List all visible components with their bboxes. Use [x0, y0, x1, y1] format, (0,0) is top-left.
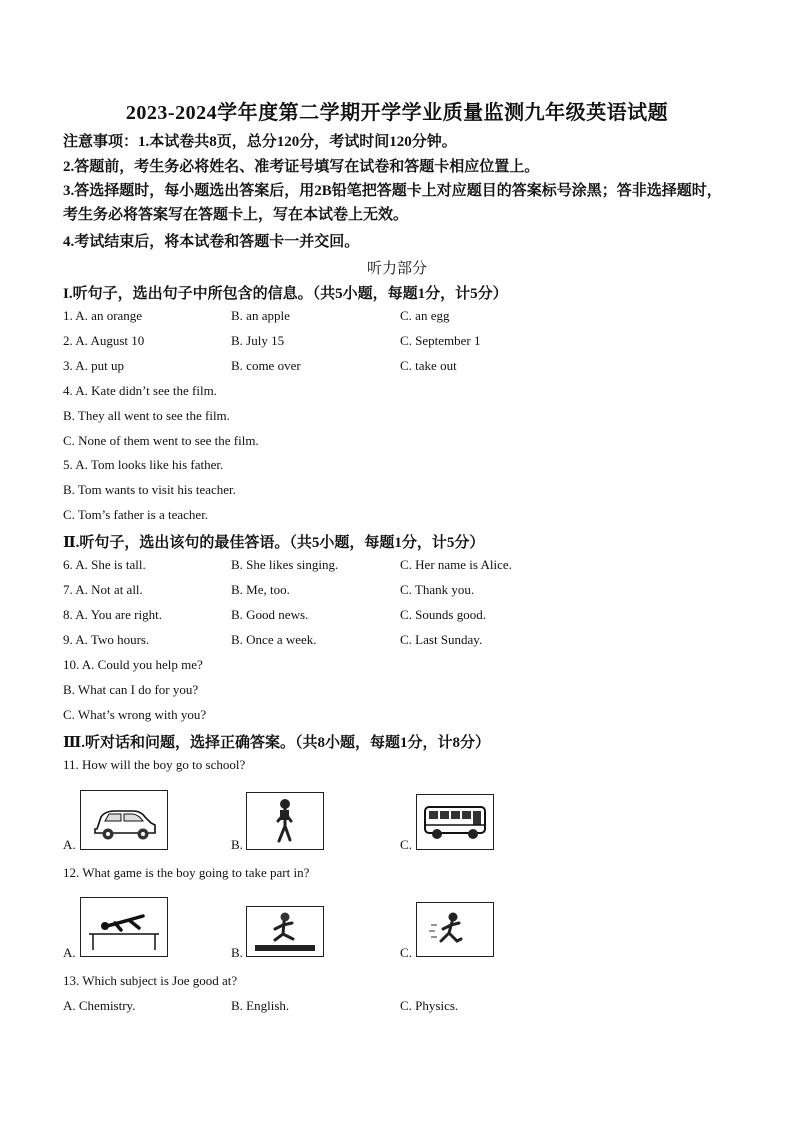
q3-option-c[interactable]: C. take out	[400, 358, 457, 373]
part-heading: 听力部分	[366, 261, 427, 277]
note-1: 注意事项：1.本试卷共8页，总分120分，考试时间120分钟。	[63, 134, 457, 150]
q10-option-a[interactable]: 10. A. Could you help me?	[63, 657, 203, 672]
question-13-text: 13. Which subject is Joe good at?	[63, 973, 238, 988]
walking-boy-icon[interactable]	[246, 792, 324, 850]
q12-label-a: A.	[63, 945, 76, 960]
note-2: 2.答题前，考生务必将姓名、准考证号填写在试卷和答题卡相应位置上。	[63, 159, 540, 175]
q5-option-c[interactable]: C. Tom’s father is a teacher.	[63, 507, 209, 522]
question-2	[63, 333, 743, 351]
question-3	[63, 358, 743, 376]
q4-option-a[interactable]: 4. A. Kate didn’t see the film.	[63, 383, 217, 398]
question-7	[63, 582, 743, 600]
running-icon[interactable]	[416, 902, 494, 957]
q12-label-c: C.	[400, 945, 412, 960]
question-11-text: 11. How will the boy go to school?	[63, 757, 246, 772]
q12-label-b: B.	[231, 945, 243, 960]
q9-option-a[interactable]: 9. A. Two hours.	[63, 632, 150, 647]
question-6	[63, 557, 743, 575]
q11-label-b: B.	[231, 837, 243, 852]
q8-option-a[interactable]: 8. A. You are right.	[63, 607, 162, 622]
section-1-heading: I.听句子，选出句子中所包含的信息。（共5小题，每题1分，计5分）	[63, 286, 508, 302]
q9-option-c[interactable]: C. Last Sunday.	[400, 632, 483, 647]
q11-label-c: C.	[400, 837, 412, 852]
q13-option-b[interactable]: B. English.	[231, 998, 290, 1013]
q1-option-c[interactable]: C. an egg	[400, 308, 450, 323]
q2-option-b[interactable]: B. July 15	[231, 333, 285, 348]
q11-label-a: A.	[63, 837, 76, 852]
q5-option-a[interactable]: 5. A. Tom looks like his father.	[63, 457, 224, 472]
car-icon[interactable]	[80, 790, 168, 850]
q3-option-b[interactable]: B. come over	[231, 358, 301, 373]
q7-option-b[interactable]: B. Me, too.	[231, 582, 290, 597]
q7-option-a[interactable]: 7. A. Not at all.	[63, 582, 143, 597]
q6-option-a[interactable]: 6. A. She is tall.	[63, 557, 146, 572]
section-3-heading: Ⅲ.听对话和问题，选择正确答案。（共8小题，每题1分，计8分）	[63, 735, 491, 751]
q2-option-a[interactable]: 2. A. August 10	[63, 333, 145, 348]
high-jump-icon[interactable]	[80, 897, 168, 957]
q8-option-b[interactable]: B. Good news.	[231, 607, 309, 622]
q3-option-a[interactable]: 3. A. put up	[63, 358, 125, 373]
question-1	[63, 308, 743, 326]
note-4: 4.考试结束后，将本试卷和答题卡一并交回。	[63, 234, 360, 250]
q13-option-a[interactable]: A. Chemistry.	[63, 998, 136, 1013]
long-jump-icon[interactable]	[246, 906, 324, 957]
q8-option-c[interactable]: C. Sounds good.	[400, 607, 486, 622]
q7-option-c[interactable]: C. Thank you.	[400, 582, 475, 597]
q10-option-c[interactable]: C. What’s wrong with you?	[63, 707, 207, 722]
section-2-heading: Ⅱ.听句子，选出该句的最佳答语。（共5小题，每题1分，计5分）	[63, 535, 485, 551]
q6-option-c[interactable]: C. Her name is Alice.	[400, 557, 512, 572]
q5-option-b[interactable]: B. Tom wants to visit his teacher.	[63, 482, 236, 497]
q4-option-b[interactable]: B. They all went to see the film.	[63, 408, 230, 423]
question-12-text: 12. What game is the boy going to take part in?	[63, 865, 310, 880]
q4-option-c[interactable]: C. None of them went to see the film.	[63, 433, 259, 448]
page-title: 2023-2024学年度第二学期开学学业质量监测九年级英语试题	[125, 102, 669, 124]
question-13	[63, 998, 743, 1016]
q10-option-b[interactable]: B. What can I do for you?	[63, 682, 199, 697]
q1-option-b[interactable]: B. an apple	[231, 308, 290, 323]
question-9	[63, 632, 743, 650]
q13-option-c[interactable]: C. Physics.	[400, 998, 459, 1013]
q2-option-c[interactable]: C. September 1	[400, 333, 481, 348]
q6-option-b[interactable]: B. She likes singing.	[231, 557, 339, 572]
note-3: 3.答选择题时，每小题选出答案后，用2B铅笔把答题卡上对应题目的答案标号涂黑；答非选择题时，考生务必将答案写在答题卡上，写在本试卷上无效。	[63, 183, 722, 223]
bus-icon[interactable]	[416, 794, 494, 850]
question-8	[63, 607, 743, 625]
q1-option-a[interactable]: 1. A. an orange	[63, 308, 143, 323]
q9-option-b[interactable]: B. Once a week.	[231, 632, 317, 647]
